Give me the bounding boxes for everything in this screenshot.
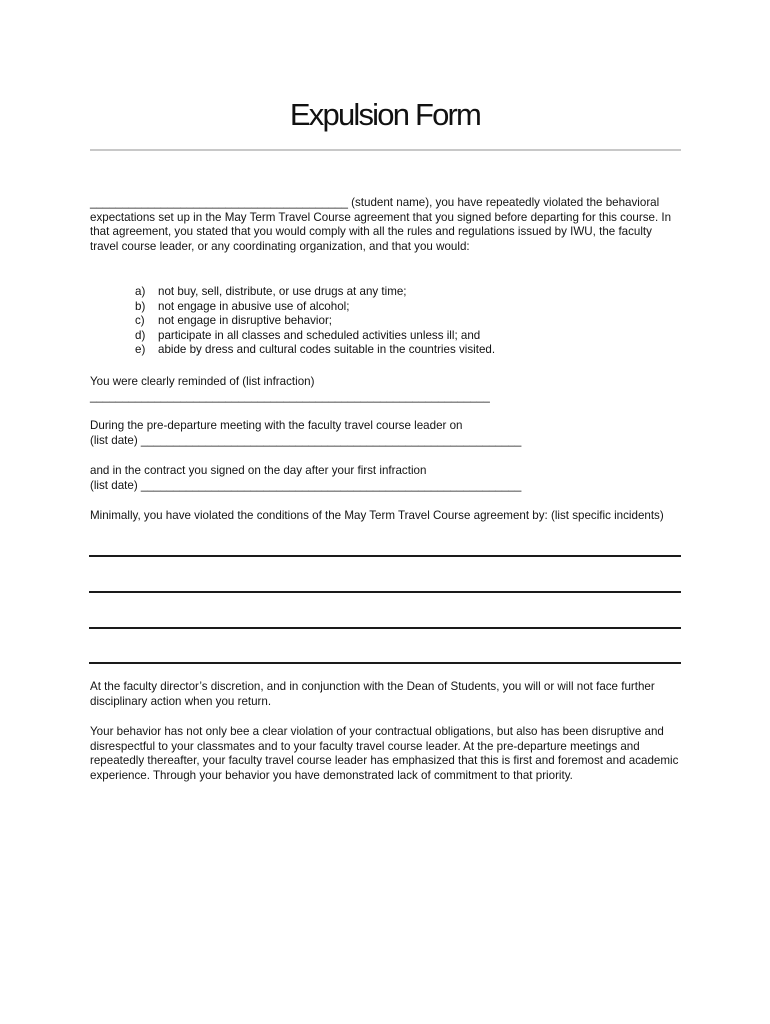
list-marker: c): [135, 314, 145, 328]
predeparture-section: [90, 419, 682, 448]
list-marker: e): [135, 343, 146, 357]
reminded-section: [90, 375, 682, 404]
list-item-text: not engage in disruptive behavior;: [158, 314, 333, 328]
list-item: [135, 329, 655, 344]
list-item: [135, 343, 655, 358]
contract-label: and in the contract you signed on the day after your first infraction: [90, 464, 427, 477]
title-divider: [90, 149, 681, 151]
list-marker: d): [135, 328, 146, 342]
reminded-label: You were clearly reminded of (list infraction): [90, 375, 315, 388]
incident-line-2[interactable]: [89, 591, 681, 593]
predeparture-date-blank[interactable]: (list date) ___________________________________________________________: [90, 433, 522, 447]
list-item-text: abide by dress and cultural codes suitable in the countries visited.: [158, 343, 496, 357]
incident-line-1[interactable]: [89, 555, 681, 557]
list-marker: a): [135, 285, 146, 298]
list-item: [135, 300, 655, 315]
discretion-paragraph: At the faculty director’s discretion, and in conjunction with the Dean of Students, you will or will not face further disciplinary action when you return.: [90, 680, 655, 708]
expectations-list: [135, 285, 655, 358]
page-title: Expulsion Form: [289, 97, 481, 132]
violated-paragraph: Minimally, you have violated the conditions of the May Term Travel Course agreement by: (list specific incidents): [90, 509, 664, 522]
list-item-text: not engage in abusive use of alcohol;: [158, 299, 350, 313]
list-item-text: not buy, sell, distribute, or use drugs at any time;: [158, 285, 407, 298]
contract-section: [90, 464, 682, 493]
list-item-text: participate in all classes and scheduled activities unless ill; and: [158, 328, 481, 342]
list-marker: b): [135, 299, 146, 313]
predeparture-label: During the pre-departure meeting with the faculty travel course leader on: [90, 419, 463, 432]
infraction-blank[interactable]: ______________________________________________________________: [90, 389, 490, 403]
contract-date-blank[interactable]: (list date) ___________________________________________________________: [90, 478, 522, 492]
incident-line-3[interactable]: [89, 627, 681, 629]
list-item: [135, 314, 655, 329]
behavior-paragraph: Your behavior has not only bee a clear violation of your contractual obligations, but also has been disruptive and disrespectful to your classmates and to your faculty travel course leader. At the pre-departure meetings and repeatedly thereafter, your faculty travel course leader has emphasized that this is first and foremost and academic experience. Through your behavior you have demonstrated lack of commitment to that priority.: [90, 725, 679, 782]
list-item: [135, 285, 655, 300]
incident-line-4[interactable]: [89, 662, 681, 664]
intro-paragraph: ________________________________________ (student name), you have repeatedly violated the behavioral expectations set up in the May Term Travel Course agreement that you signed before departing for this course. In that agreement, you stated that you would comply with all the rules and regulations issued by IWU, the faculty travel course leader, or any coordinating organization, and that you would:: [90, 196, 672, 253]
